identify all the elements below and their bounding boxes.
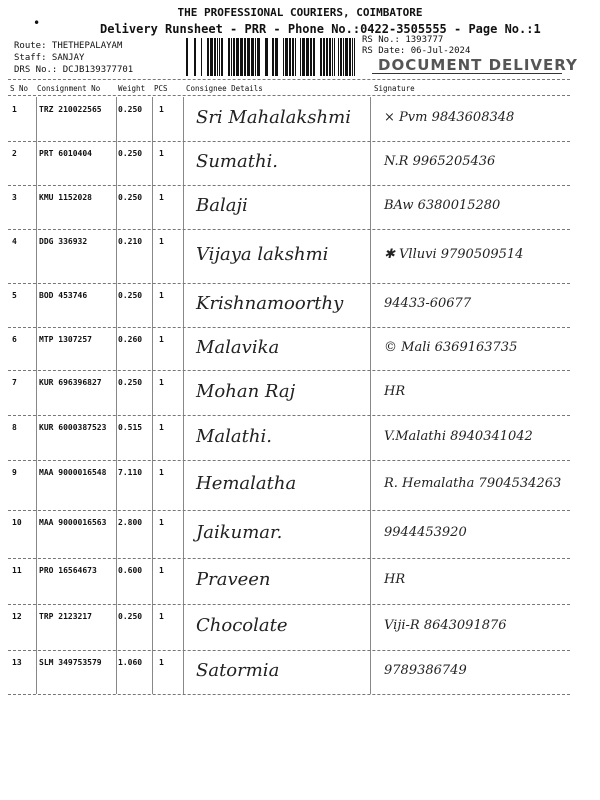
barcode-bar [233,38,235,76]
barcode-bar [323,38,325,76]
row-weight: 0.260 [118,335,143,344]
row-sno: 10 [12,518,22,527]
row-divider [8,650,570,651]
row-consignment: BOD 453746 [39,291,88,300]
row-divider [8,604,570,605]
barcode-bar [289,38,291,76]
barcode-bar [310,38,312,76]
row-sno: 2 [12,149,17,158]
row-consignment: PRT 6010404 [39,149,92,158]
row-consignee: Balaji [196,195,248,216]
row-divider [8,283,570,284]
barcode-bar [194,38,196,76]
barcode-bar [221,38,223,76]
header-bottom-rule [8,95,570,96]
row-pcs: 1 [159,335,164,344]
barcode-bar [186,38,188,76]
row-consignment: KUR 6000387523 [39,423,107,432]
row-signature: © Mali 6369163735 [384,339,518,355]
barcode-bar [244,38,246,76]
row-consignee: Vijaya lakshmi [196,244,329,265]
row-consignee: Sri Mahalakshmi [196,107,351,128]
barcode-bar [285,38,288,76]
row-weight: 0.250 [118,612,143,621]
row-divider [8,327,570,328]
row-divider [8,370,570,371]
barcode-bar [283,38,284,76]
barcode-bar [302,38,305,76]
row-weight: 0.250 [118,149,143,158]
row-signature: Viji-R 8643091876 [384,618,507,633]
row-consignee: Mohan Raj [196,380,296,402]
row-sno: 3 [12,193,17,202]
rs-date-field: RS Date: 06-Jul-2024 [362,46,471,56]
row-sno: 4 [12,237,17,246]
row-weight: 7.110 [118,468,143,477]
row-signature: × Pvm 9843608348 [384,110,515,125]
row-consignee: Hemalatha [196,473,297,494]
barcode-bar [300,38,301,76]
row-divider [8,141,570,142]
barcode-bar [255,38,256,76]
runsheet-title: Delivery Runsheet - PRR - Phone No.:0422-3505555 - Page No.:1 [100,22,541,36]
barcode-bar [217,38,218,76]
row-divider [8,229,570,230]
row-pcs: 1 [159,612,164,621]
row-weight: 0.515 [118,423,143,432]
barcode-bar [306,38,309,76]
row-weight: 0.250 [118,105,143,114]
row-consignee: Praveen [196,569,271,590]
row-weight: 1.060 [118,658,143,667]
barcode-bar [352,38,353,76]
row-signature: N.R 9965205436 [384,154,496,169]
row-divider [8,510,570,511]
row-sno: 7 [12,378,17,387]
row-pcs: 1 [159,423,164,432]
row-consignment: MAA 9000016548 [39,468,107,477]
barcode-bar [338,38,339,76]
row-consignment: TRP 2123217 [39,612,92,621]
col-consignee: Consignee Details [186,84,263,93]
row-weight: 0.250 [118,193,143,202]
row-consignment: SLM 349753579 [39,658,102,667]
row-divider [8,694,570,695]
stamp-underline [372,73,562,74]
col-sno: S No [10,84,29,93]
row-sno: 1 [12,105,17,114]
staff-field: Staff: SANJAY [14,53,85,63]
row-pcs: 1 [159,291,164,300]
row-consignment: DDG 336932 [39,237,88,246]
barcode-bar [251,38,254,76]
row-pcs: 1 [159,518,164,527]
company-title: THE PROFESSIONAL COURIERS, COIMBATORE [177,6,423,19]
row-signature: V.Malathi 8940341042 [384,428,533,444]
barcode-bar [340,38,342,76]
row-signature: R. Hemalatha 7904534263 [384,476,562,491]
row-pcs: 1 [159,566,164,575]
document-delivery-stamp: DOCUMENT DELIVERY [378,56,578,74]
row-consignment: MTP 1307257 [39,335,92,344]
barcode-bar [332,38,333,76]
row-weight: 0.600 [118,566,143,575]
row-sno: 5 [12,291,17,300]
row-consignee: Satormia [196,660,280,681]
col-pcs: PCS [154,84,168,93]
barcode-bar [345,38,348,76]
row-consignee: Chocolate [196,615,288,636]
row-consignee: Sumathi. [196,151,279,172]
barcode [186,38,356,76]
row-pcs: 1 [159,658,164,667]
row-pcs: 1 [159,105,164,114]
barcode-bar [265,38,268,76]
drs-field: DRS No.: DCJB139377701 [14,65,134,75]
col-weight: Weight [118,84,146,93]
barcode-bar [313,38,315,76]
row-sno: 13 [12,658,22,667]
row-sno: 12 [12,612,22,621]
barcode-bar [329,38,331,76]
row-weight: 0.250 [118,378,143,387]
row-signature: HR [384,383,406,399]
barcode-bar [247,38,250,76]
barcode-bar [207,38,209,76]
row-signature: ✱ Vlluvi 9790509514 [384,247,524,262]
row-sno: 8 [12,423,17,432]
barcode-bar [275,38,278,76]
row-pcs: 1 [159,378,164,387]
row-sno: 9 [12,468,17,477]
mark-dot: • [33,16,41,30]
row-weight: 0.210 [118,237,143,246]
barcode-bar [257,38,260,76]
barcode-bar [228,38,230,76]
barcode-bar [295,38,296,76]
row-consignment: PRO 16564673 [39,566,97,575]
barcode-bar [219,38,220,76]
row-signature: HR [384,572,406,587]
barcode-bar [210,38,213,76]
col-consignment: Consignment No [37,84,101,93]
barcode-bar [349,38,351,76]
row-divider [8,185,570,186]
barcode-bar [320,38,322,76]
row-pcs: 1 [159,468,164,477]
row-pcs: 1 [159,237,164,246]
barcode-bar [343,38,344,76]
row-consignment: MAA 9000016563 [39,518,107,527]
row-consignment: KUR 696396827 [39,378,102,387]
row-signature: 9944453920 [384,525,467,540]
col-signature: Signature [374,84,415,93]
barcode-bar [240,38,243,76]
barcode-bar [214,38,216,76]
barcode-bar [326,38,328,76]
row-consignee: Krishnamoorthy [196,293,344,314]
barcode-bar [236,38,239,76]
row-signature: BAw 6380015280 [384,198,501,213]
row-signature: 94433-60677 [384,296,472,311]
row-consignment: KMU 1152028 [39,193,92,202]
barcode-bar [354,38,355,76]
row-divider [8,460,570,461]
row-consignee: Malathi. [196,425,272,447]
row-divider [8,558,570,559]
row-weight: 2.800 [118,518,143,527]
row-sno: 6 [12,335,17,344]
row-divider [8,415,570,416]
row-consignee: Jaikumar. [196,522,283,543]
barcode-bar [292,38,294,76]
barcode-bar [231,38,232,76]
barcode-bar [334,38,335,76]
rs-no-field: RS No.: 1393777 [362,35,444,45]
row-sno: 11 [12,566,22,575]
row-consignee: Malavika [196,336,280,358]
row-pcs: 1 [159,193,164,202]
barcode-bar [201,38,202,76]
barcode-bar [272,38,274,76]
row-consignment: TRZ 210022565 [39,105,102,114]
route-field: Route: THETHEPALAYAM [14,41,123,51]
header-top-rule [8,79,570,80]
row-signature: 9789386749 [384,663,467,678]
row-pcs: 1 [159,149,164,158]
row-weight: 0.250 [118,291,143,300]
